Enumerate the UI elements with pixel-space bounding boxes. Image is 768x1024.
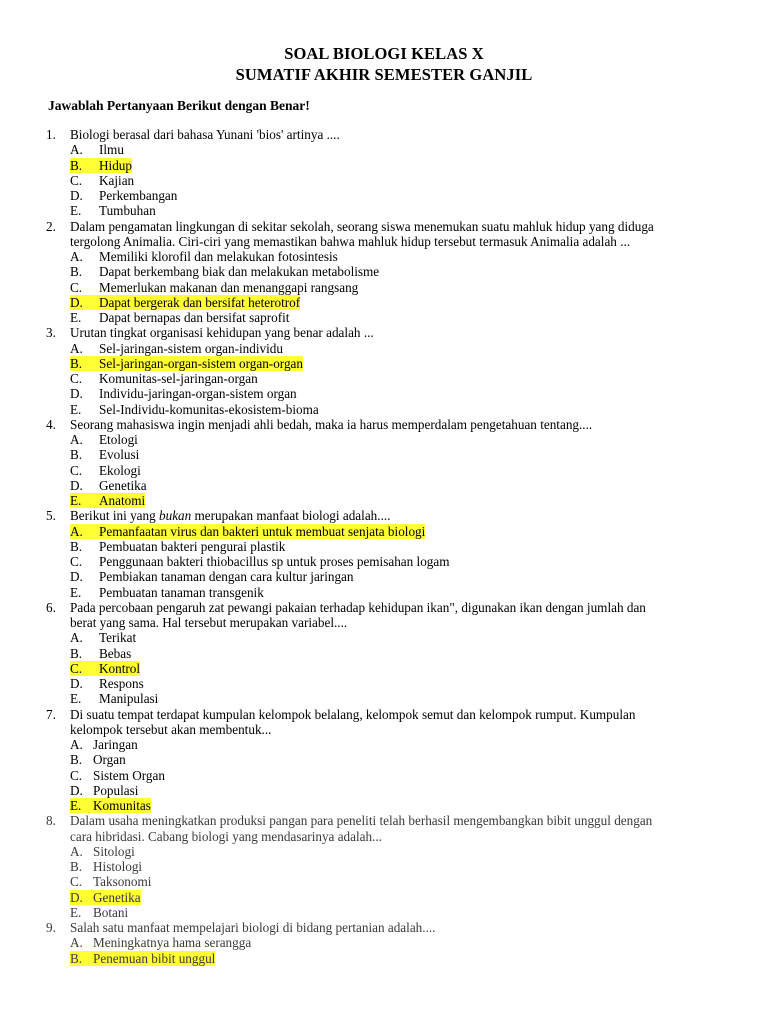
option-text: Histologi	[93, 859, 143, 874]
option-text: Taksonomi	[93, 874, 152, 890]
answer-option	[46, 768, 706, 783]
question-line	[46, 707, 706, 722]
option-letter: A.	[70, 935, 83, 951]
question-line	[46, 234, 706, 249]
question-line	[46, 508, 706, 523]
option-letter: C.	[70, 371, 83, 386]
doc-subtitle: SUMATIF AKHIR SEMESTER GANJIL	[235, 65, 533, 84]
option-letter: D.	[70, 386, 83, 402]
option-text: Kajian	[99, 172, 135, 188]
question-text: Dalam pengamatan lingkungan di sekitar sekolah, seorang siswa menemukan suatu mahluk hidup yang diduga	[70, 218, 654, 234]
option-text: Evolusi	[99, 447, 140, 463]
answer-option	[46, 142, 706, 157]
option-text: Memerlukan makanan dan menanggapi rangsang	[99, 279, 359, 295]
option-letter: D.	[70, 295, 100, 310]
option-text: Ekologi	[99, 462, 141, 478]
option-text: Bebas	[99, 645, 132, 661]
answer-option	[46, 402, 706, 417]
option-text: Genetika	[93, 889, 141, 905]
question-item	[46, 508, 706, 600]
question-item	[46, 127, 706, 219]
answer-option	[46, 386, 706, 401]
question-line	[46, 722, 706, 737]
question-text: Seorang mahasiswa ingin menjadi ahli bedah, maka ia harus memperdalam pengetahuan tentang....	[70, 416, 593, 432]
question-number: 4.	[46, 416, 56, 432]
question-item	[46, 325, 706, 417]
question-item	[46, 219, 706, 326]
option-text: Terikat	[99, 630, 137, 646]
option-text: Komunitas	[93, 798, 151, 813]
question-number: 9.	[46, 920, 56, 935]
option-letter: A.	[70, 249, 83, 264]
answer-option	[46, 676, 706, 691]
option-letter: E.	[70, 691, 82, 707]
option-letter: C.	[70, 661, 100, 676]
option-text: Memiliki klorofil dan melakukan fotosintesis	[99, 249, 338, 264]
option-text: Tumbuhan	[99, 203, 156, 219]
answer-option	[46, 569, 706, 584]
question-text: Urutan tingkat organisasi kehidupan yang benar adalah ...	[70, 325, 374, 341]
option-letter: B.	[70, 158, 100, 173]
answer-option	[46, 646, 706, 661]
answer-option	[46, 249, 706, 264]
option-letter: B.	[70, 447, 83, 463]
question-text: Di suatu tempat terdapat kumpulan kelompok belalang, kelompok semut dan kelompok rumput. Kumpulan	[70, 706, 636, 722]
option-text: Organ	[93, 752, 126, 768]
answer-option	[46, 585, 706, 600]
option-text: Sel-jaringan-sistem organ-individu	[99, 340, 283, 356]
answer-option	[46, 783, 706, 798]
question-text: Berikut ini yang bukan merupakan manfaat biologi adalah....	[70, 508, 391, 524]
answer-option	[46, 798, 706, 813]
option-letter: B.	[70, 264, 83, 280]
question-line	[46, 417, 706, 432]
question-number: 3.	[46, 325, 56, 341]
option-text: Sel-Individu-komunitas-ekosistem-bioma	[99, 401, 319, 417]
question-item	[46, 920, 706, 966]
question-number: 1.	[46, 127, 56, 142]
question-text: Biologi berasal dari bahasa Yunani 'bios' artinya ....	[70, 127, 340, 142]
option-text: Sitologi	[93, 843, 135, 859]
answer-option	[46, 524, 706, 539]
option-text: Pemanfaatan virus dan bakteri untuk membuat senjata biologi	[99, 523, 426, 539]
option-letter: E.	[70, 203, 82, 219]
question-item	[46, 813, 706, 920]
answer-option	[46, 310, 706, 325]
question-number: 7.	[46, 706, 56, 722]
answer-option	[46, 341, 706, 356]
question-text: cara hibridasi. Cabang biologi yang mendasarinya adalah...	[70, 828, 382, 844]
option-text: Ilmu	[99, 142, 124, 158]
option-letter: C.	[70, 874, 83, 890]
option-text: Anatomi	[99, 493, 146, 508]
option-text: Jaringan	[93, 737, 138, 752]
question-number: 6.	[46, 599, 56, 615]
option-text: Meningkatnya hama serangga	[93, 935, 252, 951]
answer-option	[46, 463, 706, 478]
answer-option	[46, 539, 706, 554]
question-item	[46, 600, 706, 707]
option-text: Dapat berkembang biak dan melakukan metabolisme	[99, 264, 380, 280]
option-letter: A.	[70, 630, 83, 646]
option-text: Pembuatan tanaman transgenik	[99, 584, 264, 600]
option-letter: D.	[70, 569, 83, 585]
answer-option	[46, 691, 706, 706]
answer-option	[46, 554, 706, 569]
answer-option	[46, 478, 706, 493]
question-line	[46, 615, 706, 630]
answer-option	[46, 737, 706, 752]
option-letter: B.	[70, 951, 100, 966]
option-text: Pembuatan bakteri pengurai plastik	[99, 538, 286, 554]
question-number: 5.	[46, 508, 56, 524]
option-letter: B.	[70, 356, 100, 371]
question-list	[46, 127, 706, 966]
question-item	[46, 417, 706, 509]
option-text: Respons	[99, 676, 144, 691]
option-letter: D.	[70, 890, 100, 905]
option-text: Manipulasi	[99, 691, 159, 707]
option-letter: D.	[70, 676, 83, 691]
answer-option	[46, 432, 706, 447]
option-text: Dapat bergerak dan bersifat heterotrof	[99, 294, 301, 310]
question-line	[46, 127, 706, 142]
answer-option	[46, 905, 706, 920]
answer-option	[46, 264, 706, 279]
option-text: Populasi	[93, 782, 139, 798]
answer-option	[46, 356, 706, 371]
option-letter: C.	[70, 172, 83, 188]
question-text: kelompok tersebut akan membentuk...	[70, 721, 272, 737]
answer-option	[46, 890, 706, 905]
option-letter: D.	[70, 782, 83, 798]
option-text: Perkembangan	[99, 188, 178, 203]
question-text: berat yang sama. Hal tersebut merupakan variabel....	[70, 615, 348, 630]
option-letter: E.	[70, 310, 82, 325]
option-letter: E.	[70, 904, 82, 920]
option-text: Penggunaan bakteri thiobacillus sp untuk proses pemisahan logam	[99, 554, 450, 569]
answer-option	[46, 173, 706, 188]
question-line	[46, 325, 706, 340]
instruction: Jawablah Pertanyaan Berikut dengan Benar!	[48, 98, 310, 113]
question-text: Salah satu manfaat mempelajari biologi di bidang pertanian adalah....	[70, 920, 436, 935]
answer-option	[46, 280, 706, 295]
option-letter: D.	[70, 477, 83, 493]
question-line	[46, 920, 706, 935]
answer-option	[46, 874, 706, 889]
option-letter: B.	[70, 752, 83, 768]
answer-option	[46, 371, 706, 386]
answer-option	[46, 859, 706, 874]
question-line	[46, 813, 706, 828]
option-letter: C.	[70, 554, 83, 569]
option-letter: B.	[70, 645, 83, 661]
option-text: Sistem Organ	[93, 767, 165, 783]
option-letter: C.	[70, 462, 83, 478]
option-letter: A.	[70, 142, 83, 158]
option-text: Genetika	[99, 477, 147, 493]
question-text: tergolong Animalia. Ciri-ciri yang memastikan bahwa mahluk hidup tersebut termasuk Animalia adalah ...	[70, 233, 631, 249]
question-line	[46, 600, 706, 615]
option-text: Individu-jaringan-organ-sistem organ	[99, 386, 297, 402]
option-letter: B.	[70, 859, 83, 874]
option-letter: D.	[70, 188, 83, 203]
question-text: Dalam usaha meningkatkan produksi pangan para peneliti telah berhasil mengembangkan bibit unggul dengan	[70, 813, 653, 829]
answer-option	[46, 630, 706, 645]
option-text: Botani	[93, 904, 129, 920]
option-letter: A.	[70, 843, 83, 859]
answer-option	[46, 295, 706, 310]
option-letter: E.	[70, 493, 100, 508]
question-number: 8.	[46, 813, 56, 829]
answer-option	[46, 158, 706, 173]
option-letter: C.	[70, 767, 83, 783]
option-text: Hidup	[99, 157, 132, 173]
option-text: Dapat bernapas dan bersifat saprofit	[99, 310, 290, 325]
option-letter: B.	[70, 538, 83, 554]
question-line	[46, 829, 706, 844]
option-letter: C.	[70, 279, 83, 295]
question-line	[46, 219, 706, 234]
answer-option	[46, 752, 706, 767]
option-letter: E.	[70, 584, 82, 600]
doc-title: SOAL BIOLOGI KELAS X	[284, 44, 484, 63]
option-letter: A.	[70, 432, 83, 447]
answer-option	[46, 493, 706, 508]
answer-option	[46, 951, 706, 966]
answer-option	[46, 935, 706, 950]
answer-option	[46, 844, 706, 859]
question-number: 2.	[46, 218, 56, 234]
option-text: Kontrol	[99, 660, 141, 676]
answer-option	[46, 188, 706, 203]
answer-option	[46, 203, 706, 218]
option-letter: A.	[70, 340, 83, 356]
option-text: Komunitas-sel-jaringan-organ	[99, 371, 258, 386]
option-letter: A.	[70, 524, 100, 539]
option-text: Sel-jaringan-organ-sistem organ-organ	[99, 355, 303, 371]
option-letter: E.	[70, 401, 82, 417]
option-letter: A.	[70, 737, 83, 752]
option-text: Etologi	[99, 432, 138, 447]
question-item	[46, 707, 706, 814]
answer-option	[46, 447, 706, 462]
option-text: Pembiakan tanaman dengan cara kultur jaringan	[99, 569, 354, 585]
option-letter: E.	[70, 798, 100, 813]
question-text: Pada percobaan pengaruh zat pewangi pakaian terhadap kehidupan ikan", digunakan ikan dengan jumlah dan	[70, 599, 646, 615]
answer-option	[46, 661, 706, 676]
option-text: Penemuan bibit unggul	[93, 950, 216, 966]
